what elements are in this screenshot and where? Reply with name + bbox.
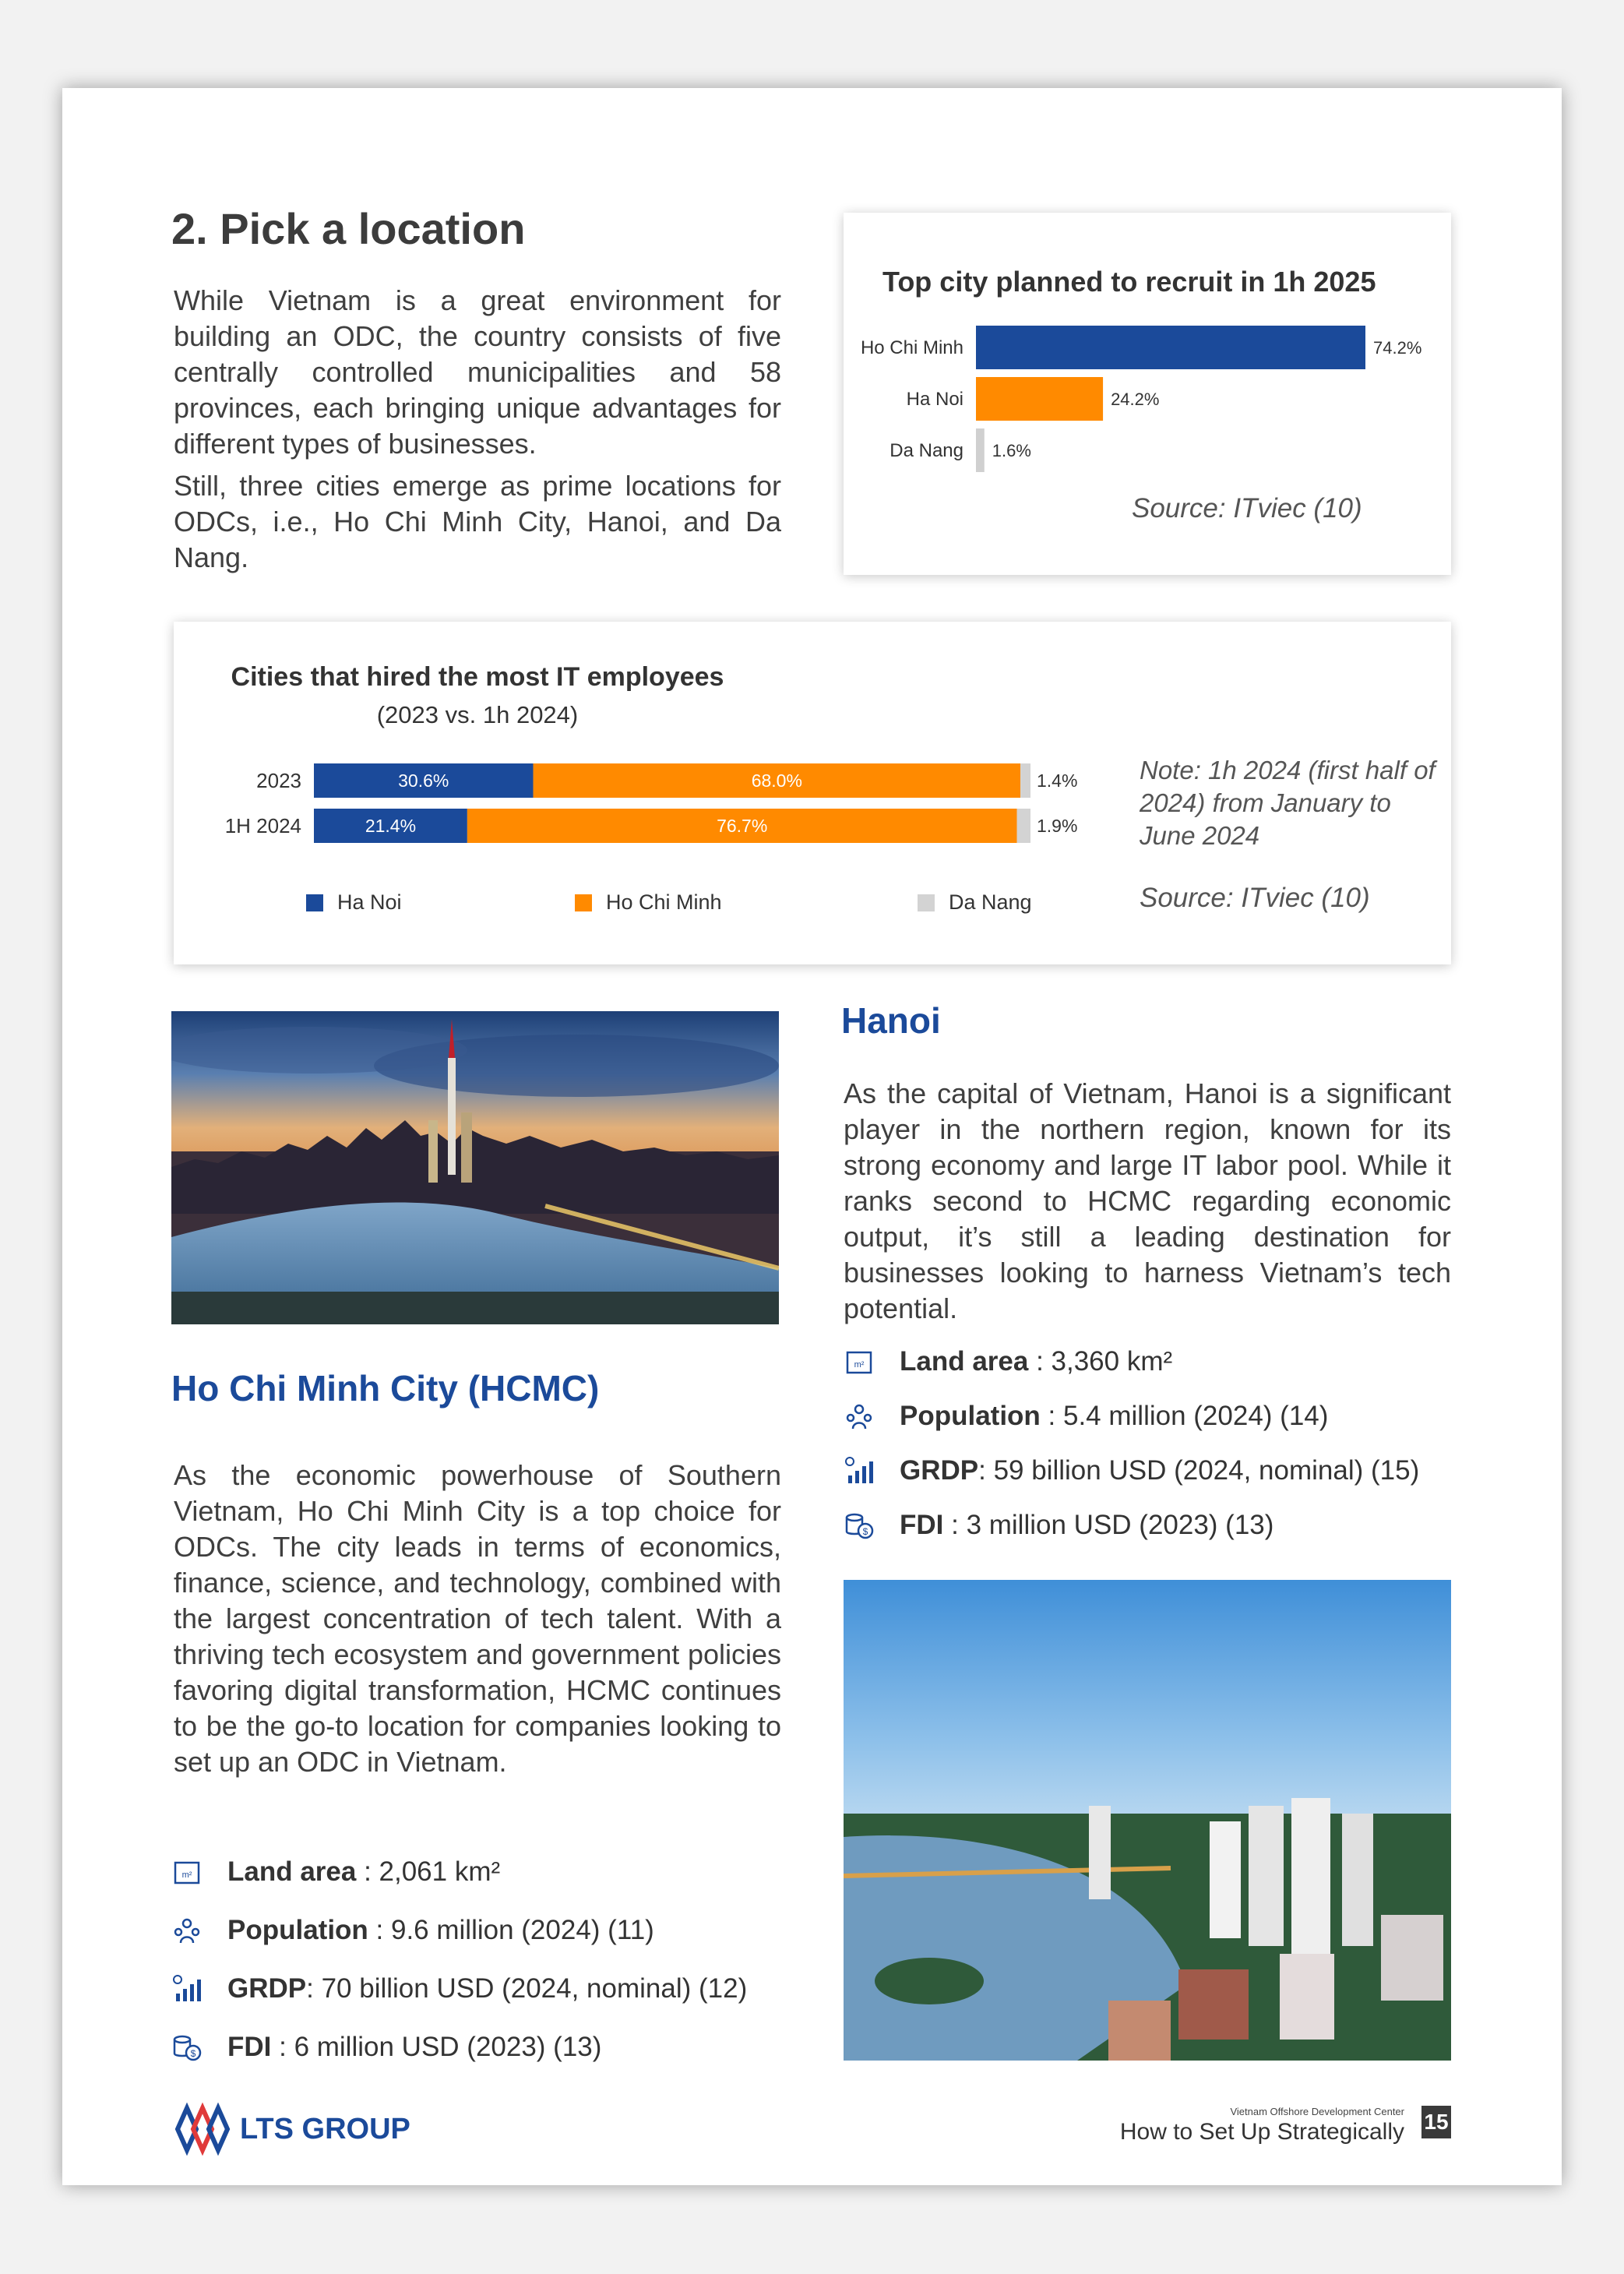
- legend-da-nang: [918, 890, 1032, 915]
- population-icon: [844, 1401, 875, 1432]
- svg-text:m²: m²: [181, 1870, 192, 1880]
- recruit-bar: [976, 377, 1103, 421]
- hanoi-grdp-label: GRDP: [900, 1455, 979, 1486]
- hiring-segment-label: 30.6%: [398, 770, 449, 791]
- hiring-segment-label: 1.9%: [1037, 816, 1077, 836]
- hiring-chart-source: Source: ITviec (10): [1140, 883, 1370, 913]
- legend-swatch-ho-chi-minh: [575, 894, 592, 911]
- hanoi-population-value: : 5.4 million (2024) (14): [1040, 1401, 1329, 1431]
- hanoi-stat-grdp: [844, 1455, 1419, 1486]
- hanoi-stat-fdi: [844, 1510, 1273, 1541]
- hcmc-population-label: Population: [227, 1915, 368, 1945]
- hanoi-grdp-value: : 59 billion USD (2024, nominal) (15): [978, 1455, 1420, 1486]
- hcmc-fdi-label: FDI: [227, 2032, 272, 2062]
- grdp-icon: [171, 1973, 203, 2004]
- population-icon: [171, 1915, 203, 1946]
- area-icon: [844, 1346, 875, 1377]
- hcmc-grdp-value: : 70 billion USD (2024, nominal) (12): [306, 1973, 748, 2004]
- hcmc-fdi-value: : 6 million USD (2023) (13): [271, 2032, 602, 2062]
- hcmc-stat-population: [171, 1915, 654, 1946]
- legend-ho-chi-minh: [575, 890, 722, 915]
- hiring-segment-label: 1.4%: [1037, 770, 1077, 791]
- legend-label-ha-noi: Ha Noi: [337, 890, 402, 914]
- hanoi-fdi-label: FDI: [900, 1510, 944, 1540]
- page: [62, 88, 1562, 2185]
- hiring-segment-label: 76.7%: [717, 816, 768, 836]
- hcmc-stat-grdp: [171, 1973, 747, 2004]
- legend-label-ho-chi-minh: Ho Chi Minh: [606, 890, 722, 914]
- hiring-bar-segment: [1020, 763, 1030, 798]
- hcmc-description: As the economic powerhouse of Southern Vietnam, Ho Chi Minh City is a top choice for ODCs. The city leads in terms of economics, finance, science, and technology, combined with the largest concentration of tech talent. With a thriving tech ecosystem and government policies favoring digital transformation, HCMC continues to be the go-to location for companies looking to set up an ODC in Vietnam.: [174, 1459, 781, 1778]
- legend-ha-noi: [306, 890, 402, 915]
- recruit-chart-source: Source: ITviec (10): [1132, 493, 1362, 524]
- hanoi-fdi-value: : 3 million USD (2023) (13): [943, 1510, 1274, 1540]
- recruit-category-label: Da Nang: [890, 440, 963, 461]
- legend-swatch-da-nang: [918, 894, 935, 911]
- hanoi-skyline-photo: [844, 1580, 1451, 2061]
- footer-caption-block: [1120, 2106, 1404, 2145]
- hcmc-land-area-label: Land area: [227, 1856, 357, 1887]
- hcmc-stat-land-area: [171, 1856, 500, 1888]
- hiring-chart-subtitle: (2023 vs. 1h 2024): [376, 701, 579, 728]
- hiring-chart-card: [174, 622, 1451, 964]
- hiring-category-label: 1H 2024: [224, 814, 301, 837]
- hiring-stacked-bar-chart: [174, 754, 1077, 855]
- area-icon: [171, 1856, 203, 1888]
- page-number: 15: [1421, 2106, 1451, 2138]
- legend-label-da-nang: Da Nang: [949, 890, 1032, 914]
- hiring-segment-label: 21.4%: [365, 816, 417, 836]
- intro-paragraph-1: While Vietnam is a great environment for building an ODC, the country consists of five centrally controlled municipalities and 58 provinces, each bringing unique advantages for different types of businesses.: [174, 284, 781, 460]
- grdp-icon: [844, 1455, 875, 1486]
- recruit-value-label: 1.6%: [992, 441, 1031, 460]
- lts-logo-icon: [171, 2102, 234, 2156]
- hanoi-stat-population: [844, 1401, 1328, 1432]
- hanoi-land-area-value: : 3,360 km²: [1028, 1346, 1173, 1377]
- recruit-chart-title: Top city planned to recruit in 1h 2025: [882, 266, 1376, 298]
- legend-swatch-ha-noi: [306, 894, 323, 911]
- svg-text:$: $: [190, 2048, 196, 2059]
- footer-small-caption: Vietnam Offshore Development Center: [1230, 2106, 1404, 2117]
- hiring-chart-title: Cities that hired the most IT employees: [231, 662, 724, 692]
- hcmc-stat-fdi: [171, 2032, 601, 2063]
- svg-text:m²: m²: [854, 1360, 865, 1370]
- recruit-bar: [976, 428, 985, 472]
- hcmc-land-area-value: : 2,061 km²: [356, 1856, 501, 1887]
- hiring-segment-label: 68.0%: [751, 770, 802, 791]
- hcmc-population-value: : 9.6 million (2024) (11): [368, 1915, 654, 1945]
- recruit-value-label: 74.2%: [1373, 338, 1422, 358]
- brand-name: LTS GROUP: [240, 2112, 410, 2145]
- fdi-icon: [844, 1510, 875, 1541]
- hcmc-skyline-photo: [171, 1011, 779, 1324]
- recruit-category-label: Ha Noi: [906, 389, 963, 410]
- footer-caption: How to Set Up Strategically: [1119, 2119, 1404, 2145]
- hanoi-land-area-label: Land area: [900, 1346, 1029, 1377]
- hcmc-title: Ho Chi Minh City (HCMC): [171, 1368, 600, 1408]
- hiring-category-label: 2023: [256, 769, 301, 792]
- fdi-icon: [171, 2032, 203, 2063]
- hanoi-description: As the capital of Vietnam, Hanoi is a significant player in the northern region, known for its strong economy and large IT labor pool. While it ranks second to HCMC regarding economic output, it’s still a leading destination for businesses looking to harness Vietnam’s tech potential.: [844, 1077, 1451, 1324]
- hiring-chart-note: Note: 1h 2024 (first half of 2024) from January to June 2024: [1140, 756, 1436, 850]
- hcmc-grdp-label: GRDP: [227, 1973, 307, 2004]
- hanoi-title: Hanoi: [841, 1000, 941, 1041]
- hiring-bar-segment: [1017, 809, 1030, 843]
- recruit-chart-card: [844, 213, 1451, 575]
- recruit-category-label: Ho Chi Minh: [860, 337, 963, 358]
- svg-text:$: $: [862, 1526, 868, 1537]
- hanoi-population-label: Population: [900, 1401, 1041, 1431]
- section-title: 2. Pick a location: [171, 204, 526, 253]
- recruit-bar-chart: [844, 213, 1451, 493]
- recruit-value-label: 24.2%: [1111, 390, 1160, 409]
- hanoi-stat-land-area: [844, 1346, 1172, 1377]
- intro-paragraph-2: Still, three cities emerge as prime locations for ODCs, i.e., Ho Chi Minh City, Hanoi, and Da Nang.: [174, 470, 781, 573]
- recruit-bar: [976, 326, 1365, 369]
- brand-logo: [171, 2102, 410, 2156]
